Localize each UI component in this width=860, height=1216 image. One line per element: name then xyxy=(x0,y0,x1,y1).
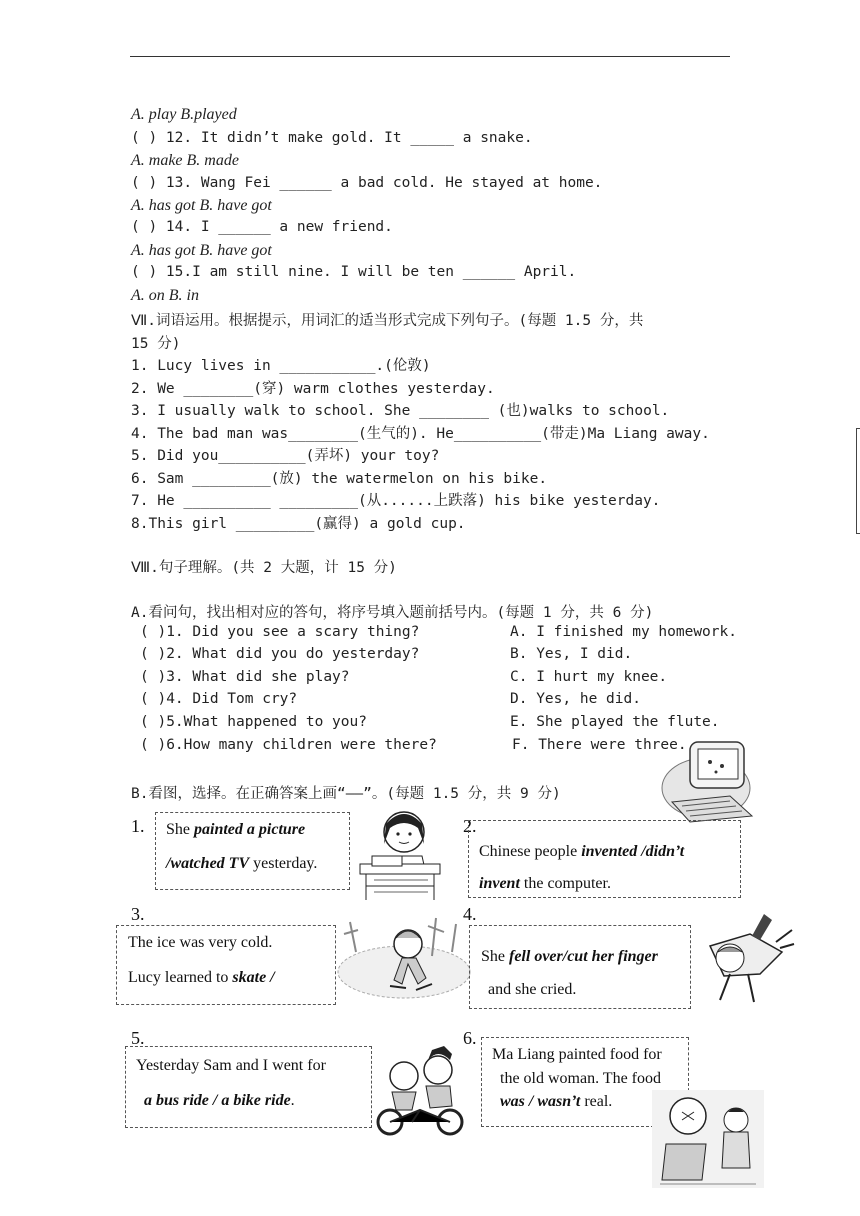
choice-box-4: She fell over/cut her finger and she cried. xyxy=(469,925,691,1009)
option-watched-tv[interactable]: /watched TV xyxy=(166,855,250,872)
picture-number-3: 3. xyxy=(131,904,145,924)
mc-options-11: A. play B.played xyxy=(131,106,237,123)
computer-illustration xyxy=(660,736,760,824)
header-rule xyxy=(130,56,730,57)
s7-item-3: 3. I usually walk to school. She ________ (也)walks to school. xyxy=(131,403,670,419)
picture-number-1: 1. xyxy=(131,816,145,836)
match-answer-e: E. She played the flute. xyxy=(510,714,720,730)
mc-question-12: ( ) 12. It didn’t make gold. It _____ a snake. xyxy=(131,130,533,146)
option-skate[interactable]: skate / xyxy=(232,969,275,986)
choice-box-5: Yesterday Sam and I went for a bus ride / a bike ride. xyxy=(125,1046,372,1128)
choice-box-2: Chinese people invented /didn’t invent the computer. xyxy=(468,820,741,898)
s7-item-7: 7. He __________ _________(从......上跌落) his bike yesterday. xyxy=(131,493,661,509)
picture-number-2: 2. xyxy=(463,816,477,836)
match-answer-f: F. There were three. xyxy=(512,737,687,753)
margin-bracket xyxy=(856,428,860,534)
match-answer-a: A. I finished my homework. xyxy=(510,624,737,640)
option-painted-a-picture[interactable]: painted a picture xyxy=(194,821,306,838)
match-question-6: ( )6.How many children were there? xyxy=(140,737,437,753)
choice-box-3: The ice was very cold. Lucy learned to skate / xyxy=(116,925,336,1005)
mc-options-13: A. has got B. have got xyxy=(131,197,272,214)
picture-number-6: 6. xyxy=(463,1028,477,1048)
s7-item-1: 1. Lucy lives in ___________.(伦敦) xyxy=(131,358,431,374)
match-question-3: ( )3. What did she play? xyxy=(140,669,350,685)
match-question-5: ( )5.What happened to you? xyxy=(140,714,367,730)
s7-item-2: 2. We ________(穿) warm clothes yesterday. xyxy=(131,381,495,397)
match-answer-b: B. Yes, I did. xyxy=(510,646,633,662)
option-invented[interactable]: invented /didn’t xyxy=(581,843,685,860)
boy-falling-illustration xyxy=(690,912,795,1008)
choice-box-1: She painted a picture /watched TV yesterday. xyxy=(155,812,350,890)
choice-box-6: Ma Liang painted food for the old woman. The food was / wasn’t real. xyxy=(481,1037,689,1127)
section8-heading: Ⅷ.句子理解。(共 2 大题，计 15 分) xyxy=(131,560,397,576)
match-question-1: ( )1. Did you see a scary thing? xyxy=(140,624,420,640)
match-question-2: ( )2. What did you do yesterday? xyxy=(140,646,420,662)
section7-heading: Ⅶ.词语运用。根据提示，用词汇的适当形式完成下列句子。(每题 1.5 分，共 xyxy=(131,313,644,329)
mc-question-14: ( ) 14. I ______ a new friend. xyxy=(131,219,393,235)
match-question-4: ( )4. Did Tom cry? xyxy=(140,691,298,707)
part-a-heading: A.看问句，找出相对应的答句，将序号填入题前括号内。(每题 1 分，共 6 分) xyxy=(131,605,654,621)
option-didnt-invent[interactable]: invent xyxy=(479,875,520,892)
girl-skating-illustration xyxy=(336,912,471,1004)
boys-cycling-illustration xyxy=(372,1040,470,1136)
girl-painting-illustration xyxy=(352,804,447,902)
part-b-heading: B.看图，选择。在正确答案上画“——”。(每题 1.5 分，共 9 分) xyxy=(131,786,561,802)
mc-options-14: A. has got B. have got xyxy=(131,242,272,259)
option-bus-or-bike-ride[interactable]: a bus ride / a bike ride xyxy=(144,1092,291,1109)
option-was-wasnt[interactable]: was / wasn’t xyxy=(500,1093,581,1110)
section7-heading-cont: 15 分) xyxy=(131,336,181,352)
match-answer-d: D. Yes, he did. xyxy=(510,691,641,707)
mc-options-15: A. on B. in xyxy=(131,287,199,304)
picture-number-4: 4. xyxy=(463,904,477,924)
s7-item-6: 6. Sam _________(放) the watermelon on his bike. xyxy=(131,471,548,487)
mc-options-12: A. make B. made xyxy=(131,152,239,169)
mc-question-13: ( ) 13. Wang Fei ______ a bad cold. He stayed at home. xyxy=(131,175,603,191)
mc-question-15: ( ) 15.I am still nine. I will be ten ______ April. xyxy=(131,264,577,280)
picture-number-5: 5. xyxy=(131,1028,145,1048)
s7-item-4: 4. The bad man was________(生气的). He__________(带走)Ma Liang away. xyxy=(131,426,710,442)
s7-item-5: 5. Did you__________(弄坏) your toy? xyxy=(131,448,440,464)
s7-item-8: 8.This girl _________(赢得) a gold cup. xyxy=(131,516,466,532)
ma-liang-old-woman-illustration xyxy=(652,1090,764,1188)
option-fell-over[interactable]: fell over/cut her finger xyxy=(509,948,658,965)
match-answer-c: C. I hurt my knee. xyxy=(510,669,668,685)
